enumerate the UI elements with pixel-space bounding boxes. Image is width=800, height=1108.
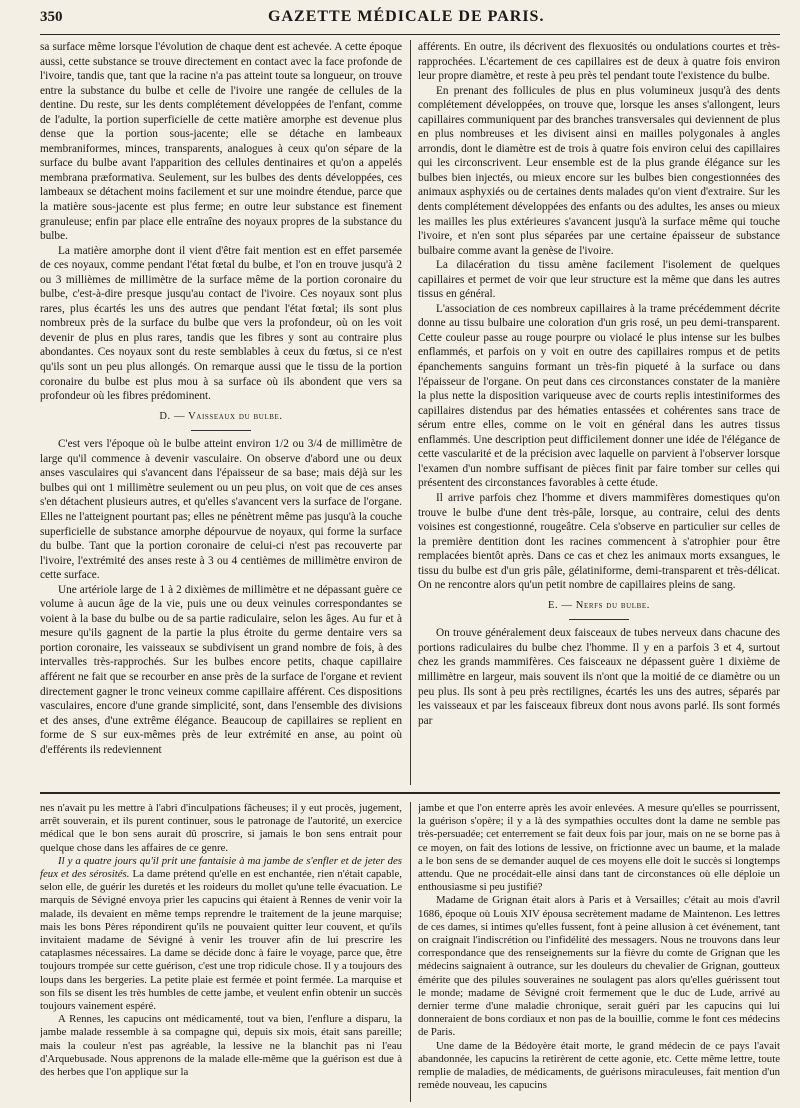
paragraph: sa surface même lorsque l'évolution de chaque dent est achevée. A cette époque aussi, cette substance se trouve directement en contact avec la face profonde de l'ivoire, tandis que, tant que la racine n'a pas atteint toute sa longueur, on trouve entre la substance du bulbe et celle de l'ivoire une rangée de cellules de la dentine. Du reste, sur les dents complétement développées de l'enfant, comme de l'adulte, la portion superficielle de cette matière amorphe est devenue plus dense que la portion sous-jacente; elle se détache en lambeaux membraniformes, minces, transparents, analogues à ceux qu'on sépare de la surface du bulbe avant l'apparition des cellules dentinaires et qu'on a appelés membrana præformativa. Seulement, sur les bulbes des dents développées, ces lambeaux se détachent moins facilement et sur une moindre étendue, parce que la matière sous-jacente est plus ferme; en outre leur substance est finement granuleuse; enfin par place elle entraîne des noyaux propres de la substance du bulbe. — [40, 41, 402, 243]
paragraph: afférents. En outre, ils décrivent des flexuosités ou ondulations courtes et très-rapprochées. L'écartement de ces capillaires est de deux à quatre fois environ leur propre diamètre, et reste à peu près tel pendant toute l'existence du bulbe. — [418, 41, 780, 83]
feuilleton-divider — [40, 792, 780, 794]
paragraph — [40, 855, 402, 1013]
paragraph: Une dame de la Bédoyère était morte, le grand médecin de ce pays l'avait abandonnée, les capucins la retirèrent de cette agonie, etc. Cette même lettre, toute remplie de maladies, de médicaments, de guérisons miraculeuses, fait mention d'un remède nouveau, les capucins — [418, 1039, 780, 1092]
paragraph: L'association de ces nombreux capillaires à la trame précédemment décrite donne au tissu bulbaire une coloration d'un gris rosé, un peu demi-transparent. Cette couleur passe au rouge pourpre ou violacé le plus intense sur les bulbes enflammés, et parfois on y voit en outre des capillaires rompus et de petits épanchements sanguins formant un très-fin piqueté à la surface ou dans l'épaisseur de l'organe. On peut dans ces circonstances constater de la manière la plus nette la disposition variqueuse avec de courts replis intestiniformes des capillaires distendus par des hématies entassées et cohérentes sans trace de sérum entre elles, comme on le voit en général dans les autres tissus enflammés. Une description peut difficilement donner une idée de l'élégance de cette vascularité et de la précision avec laquelle on parvient à l'observer lorsque l'examen d'un nombre suffisant de pièces finit par faire tomber sur celles qui présentent des circonstances favorables à cette étude. — [418, 302, 780, 490]
upper-left-column — [40, 40, 402, 785]
paragraph: Il arrive parfois chez l'homme et divers mammifères domestiques qu'on trouve le bulbe d'une dent très-pâle, lorsque, au contraire, celui des dents voisines est congestionné, rougeâtre. Cela s'observe en particulier sur celles de la première dentition dont les racines commencent à s'atrophier pour être remplacées bientôt après. Dans ce cas et chez les animaux morts exsangues, le tissu du bulbe est d'un gris pâle, gélatiniforme, demi-transparent et très-délicat. On ne rencontre alors qu'un petit nombre de capillaires pleins de sang. — [418, 491, 780, 592]
heading-rule — [191, 430, 251, 431]
paragraph: jambe et que l'on enterre après les avoir enlevées. A mesure qu'elles se pourrissent, la guérison s'opère; il y a là des sympathies occultes dont la dame ne semble pas très-persuadée; cet enterrement se fait deux fois par jour, mais on ne se borne pas à ce moyen, on fait des lotions de lessive, on frictionne avec un baume, et la malade a le bon sens de se demander auquel de ces moyens elle doit le succès si longtemps attendu. Que ne procédait-elle ainsi dans tant de circonstances où elle déploie un enthousiasme si peu justifié? — [418, 802, 780, 894]
paragraph: En prenant des follicules de plus en plus volumineux jusqu'à des dents complétement développées, on trouve que, lorsque les anses s'allongent, leurs capillaires communiquent par des branches transversales qui deviennent de plus en plus nombreuses et les divisent ainsi en mailles polygonales à angles arrondis, dont le diamètre est de trois à quatre fois environ celui des capillaires qui les circonscrivent. Leur ensemble est de la plus grande élégance sur les bulbes bien injectés, ou mieux encore sur les bulbes bien congestionnées des animaux asphyxiés ou de certaines dents malades qu'on vient d'extraire. Sur les dents complétement développées des enfants ou des adultes, les anses ou mieux les mailles les plus extérieures s'avancent jusqu'à la surface même qui touche l'ivoire, et n'en sont plus séparées par une certaine épaisseur de substance bulbaire comme avant la genèse de l'ivoire. — [418, 84, 780, 257]
paragraph: C'est vers l'époque où le bulbe atteint environ 1/2 ou 3/4 de millimètre de large qu'il commence à devenir vasculaire. On observe d'abord une ou deux anses vasculaires qui s'avancent dans l'épaisseur de sa base; mais déjà sur les bulbes qui ont 1 millimètre seulement ou un peu plus, on voit que de ces anses s'en détachent plusieurs autres, et qu'elles s'avancent vers la surface de l'organe. Elles ne l'atteignent pourtant pas; elles ne pénètrent même pas jusqu'à la couche superficielle de substance amorphe dépourvue de noyaux, qui forme la surface du bulbe. Tant que la portion coronaire de celui-ci n'est pas recouverte par l'ivoire, l'extrémité des anses reste à 3 ou 4 centièmes de millimètre environ de cette surface. — [40, 438, 402, 582]
lower-right-column — [418, 802, 780, 1102]
running-title: GAZETTE MÉDICALE DE PARIS. — [268, 8, 545, 25]
paragraph: La matière amorphe dont il vient d'être fait mention est en effet parsemée de ces noyaux, comme pendant l'état fœtal du bulbe, et l'on en trouve jusqu'à 2 ou 3 millièmes de millimètre de la surface même de la portion coronaire du bulbe, c'est-à-dire presque jusqu'au contact de l'ivoire. Ces noyaux sont plus rares, plus écartés les uns des autres que pendant l'état fœtal; ils sont plus nombreux près de la surface du bulbe que vers la profondeur, où on les voit devenir de plus en plus rares, tandis que les fibres y sont au contraire plus abondantes. Ces noyaux sont du reste semblables à ceux du fœtus, si ce n'est qu'ils sont un peu plus allongés. On remarque aussi que le tissu de la portion coronaire du bulbe est plus mou à sa surface où ils abondent que vers sa profondeur où les fibres prédominent. — [40, 244, 402, 403]
subsection-heading: D. — Vaisseaux du bulbe. — [159, 410, 283, 422]
heading-rule — [569, 619, 629, 620]
page-number: 350 — [40, 9, 63, 25]
subsection-heading: E. — Nerfs du bulbe. — [547, 599, 651, 611]
paragraph: On trouve généralement deux faisceaux de tubes nerveux dans chacune des portions radiculaires du bulbe chez l'homme. Il y en a parfois 3 et 4, surtout chez les grands mammifères. Ces faisceaux ne dépassent guère 1 dixième de millimètre en largeur, mais souvent ils n'ont que la moitié de ce diamètre ou un peu plus. Ils sont à peu près rectilignes, écartés les uns des autres, séparés par les vaisseaux et par les faisceaux fibreux dont nous avons parlé. Ils sont formés par — [418, 627, 780, 727]
lower-section — [40, 802, 780, 1102]
paragraph: La dilacération du tissu amène facilement l'isolement de quelques capillaires et permet de voir que leur structure est la même que dans les autres tissus en général. — [418, 259, 780, 301]
paragraph: Madame de Grignan était alors à Paris et à Versailles; c'était au mois d'avril 1686, époque où Louis XIV épousa secrètement madame de Maintenon. Les lettres de ces dames, si intimes qu'elles fussent, font à peine allusion à cet événement, tant on craignait l'indiscrétion ou l'infidélité des messagers. Nous ne trouvons dans leur correspondance que des renseignements sur la fièvre du comte de Grignan que les médecins saignaient à outrance, sur les douleurs du chevalier de Grignan, goutteux émérite que des pilules souveraines ne soulagent pas alors qu'elles guérissent tout le monde; madame de Sévigné croit fermement que le duc de Lude, arrivé au dernier terme d'une maladie chronique, serait guéri par les capucins qui lui donneraient de bons cordiaux et non pas de la bouillie, comme le font ces médecins de Paris. — [418, 894, 780, 1039]
italic-quote: Il y a quatre jours qu'il prit une fantaisie à ma jambe de s'enfler et de jeter des feux et des sérosités. — [40, 854, 402, 881]
paragraph: Une artériole large de 1 à 2 dixièmes de millimètre et ne dépassant guère ce volume à aucun âge de la vie, puis une ou deux veinules correspondantes se voient à la base du bulbe ou de sa partie radiculaire, selon les âges. Au fur et à mesure qu'ils gagnent de la partie la plus étroite du germe dentaire vers sa portion coronaire, les vaisseaux se subdivisent un grand nombre de fois, à des intervalles très-rapprochés. Sur les bulbes encore petits, chaque capillaire afférent ne fait que se recourber en anse près de la surface de l'organe et revient directement gagner le tronc veineux comme capillaire afférent. Ces dispositions vasculaires, encore d'une grande simplicité, sont, dans l'ensemble des divisions et des anses, d'une extrême élégance. Beaucoup de capillaires se replient en forme de S sur eux-mêmes près de leur extrémité en anse, au point où d'efférents ils redeviennent — [40, 583, 402, 756]
lower-left-column — [40, 802, 402, 1102]
upper-right-column — [418, 40, 780, 785]
paragraph: nes n'avait pu les mettre à l'abri d'inculpations fâcheuses; il y eut procès, jugement, arrêt souverain, et ils purent continuer, sous le patronage de l'autorité, un exercice médical que le bon sens aurait dû proscrire, si jamais le bon sens entrait pour quelque chose dans les affaires de ce genre. — [40, 802, 402, 854]
paragraph-text: La dame prétend qu'elle en est enchantée, rien n'était capable, selon elle, de guérir les duretés et les roideurs du mollet qu'une telle évacuation. Le marquis de Sévigné envoya prier les capucins qui étaient à Rennes de venir voir la malade, ils devaient en même temps reprendre le traitement de la jeune marquise; mais les bons Pères répondirent qu'ils ne pouvaient quitter leur couvent, et qu'ils invitaient madame de Sévigné à venir les trouver afin de lui prescrire les cataplasmes nécessaires. La dame se décide donc à faire le voyage, parce que, être toujours trompée sur cette guérison, c'est une trop ridicule chose. Il y a toujours des loups dans les bergeries. La petite plaie est fermée et point fermée. La marquise et son fils se disent les très humbles de cette jambe, et veulent enfin obtenir un succès toujours vainement espéré. — [40, 868, 402, 1013]
paragraph: A Rennes, les capucins ont médicamenté, tout va bien, l'enflure a disparu, la jambe malade ressemble à sa compagne qui, depuis six mois, était sans pareille; mais la couleur n'est pas agréable, la lessive ne la blanchit pas ni l'eau d'Arquebusade. Nous apprenons de la malade elle-même que la guérison est due à des herbes que l'on applique sur la — [40, 1013, 402, 1079]
upper-section — [40, 40, 780, 785]
page-header — [40, 8, 780, 35]
column-divider — [410, 802, 411, 1102]
column-divider — [410, 40, 411, 785]
